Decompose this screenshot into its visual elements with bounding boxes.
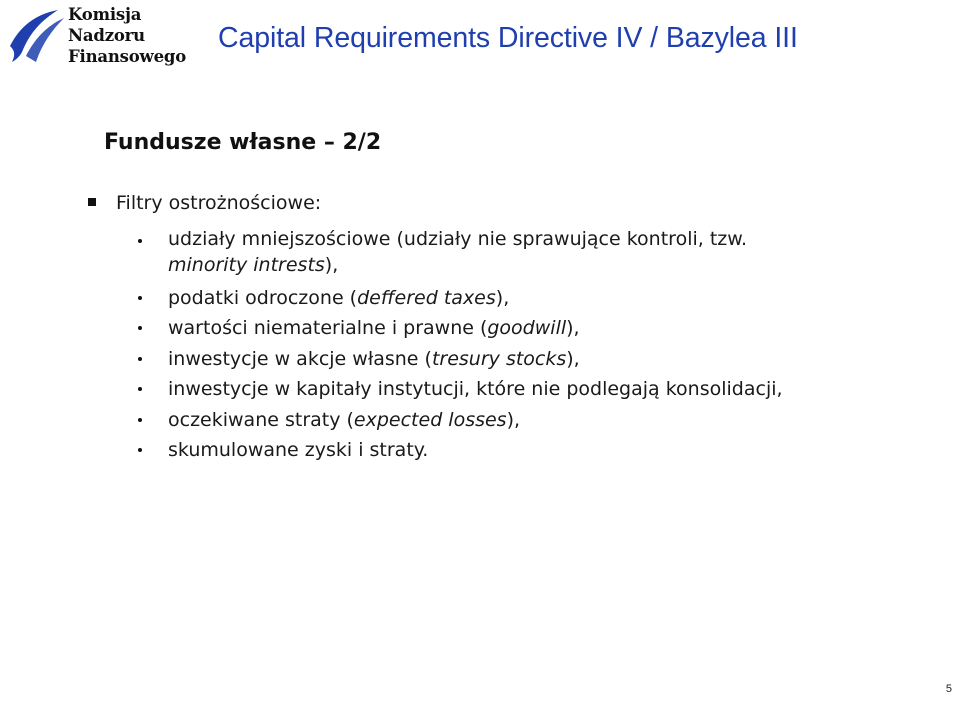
- list-item-prefix: podatki odroczone (: [168, 286, 358, 309]
- logo-line-3: Finansowego: [68, 47, 187, 66]
- logo-line-2: Nadzoru: [68, 26, 145, 45]
- list-item-suffix: ),: [566, 347, 580, 370]
- bullet-dot-icon: [138, 448, 142, 452]
- list-item-prefix: oczekiwane straty (: [168, 408, 354, 431]
- main-bullet: [88, 192, 321, 214]
- list-item-italic: minority intrests: [168, 254, 325, 276]
- bullet-dot-icon: [138, 326, 142, 330]
- list-item: [138, 435, 938, 466]
- list-item-text: udziały mniejszościowe (udziały nie sprawujące kontroli, tzw.: [168, 228, 748, 250]
- list-item-prefix: wartości niematerialne i prawne (: [168, 317, 488, 339]
- knf-swoosh-icon: [6, 6, 68, 68]
- bullet-dot-icon: [138, 296, 142, 300]
- slide-title: Fundusze własne – 2/2: [104, 130, 382, 155]
- list-item-suffix: ),: [566, 317, 580, 339]
- list-item-italic: expected losses: [353, 408, 507, 431]
- logo-text: [68, 4, 186, 67]
- list-item: [138, 226, 938, 278]
- knf-logo: [6, 2, 187, 70]
- list-item: [138, 283, 938, 314]
- list-item: [138, 374, 938, 405]
- bullet-dot-icon: [138, 239, 142, 243]
- list-item-italic: deffered taxes: [357, 286, 496, 309]
- list-item: [138, 313, 938, 344]
- list-item-italic: goodwill: [487, 317, 567, 339]
- logo-line-1: Komisja: [68, 5, 142, 24]
- list-item-suffix: ),: [495, 286, 510, 309]
- square-bullet-icon: [88, 198, 96, 206]
- header-title: Capital Requirements Directive IV / Bazylea III: [218, 22, 798, 54]
- list-item-suffix: ),: [324, 254, 339, 276]
- page-number: 5: [945, 683, 952, 695]
- list-item-text: skumulowane zyski i straty.: [168, 439, 429, 461]
- list-item-italic: tresury stocks: [431, 347, 567, 370]
- list-item: [138, 405, 938, 436]
- filter-list: [138, 226, 938, 466]
- list-item-text: inwestycje w kapitały instytucji, które nie podlegają konsolidacji,: [168, 378, 783, 400]
- bullet-dot-icon: [138, 387, 142, 391]
- list-item-prefix: inwestycje w akcje własne (: [168, 347, 432, 370]
- list-item-suffix: ),: [506, 408, 521, 431]
- bullet-dot-icon: [138, 418, 142, 422]
- main-bullet-text: Filtry ostrożnościowe:: [116, 192, 322, 214]
- list-item: [138, 344, 938, 375]
- bullet-dot-icon: [138, 357, 142, 361]
